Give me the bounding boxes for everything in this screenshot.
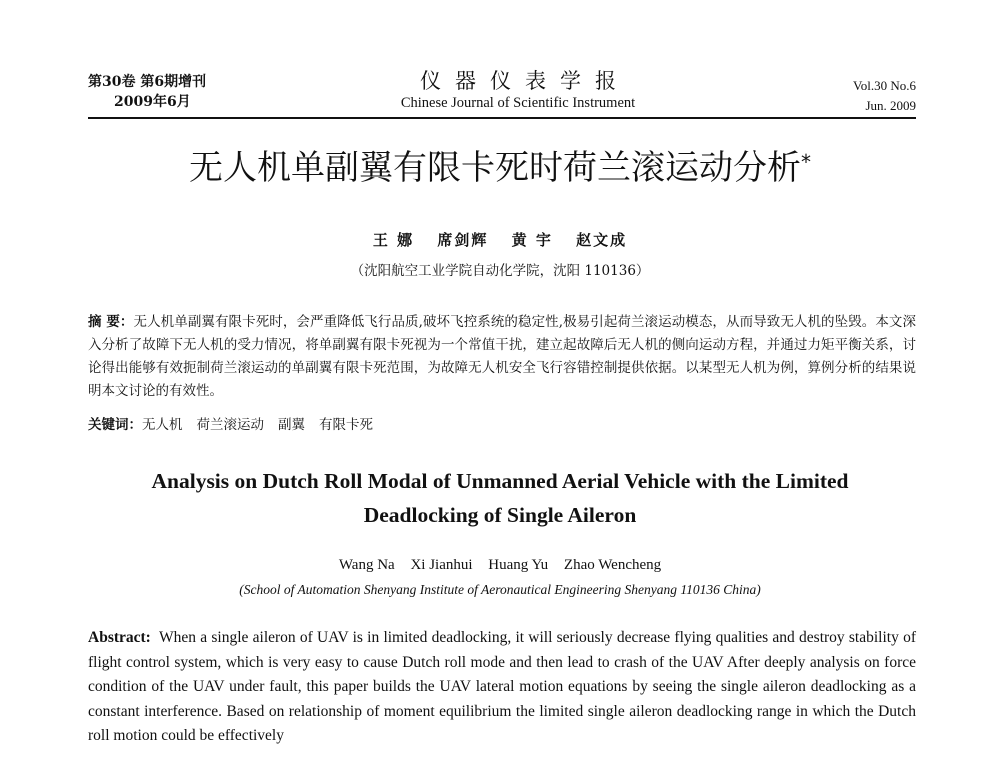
- author-cn: 席剑辉: [437, 231, 489, 249]
- paper-title-cn: [0, 146, 1000, 190]
- journal-name-en: Chinese Journal of Scientific Instrument: [400, 95, 636, 111]
- abstract-en-text: When a single aileron of UAV is in limited deadlocking, it will seriously decrease flying qualities and destroy stability of flight control system, which is very easy to cause Dutch roll mode and then lead to crash of the UAV After deeply analysis on force condition of the UAV under fault, this paper builds the UAV lateral motion equations by seeing the single aileron deadlocking as a constant interference. Based on relationship of moment equilibrium the limited single aileron deadlocking range in which the Dutch roll motion could be effectively: [88, 629, 916, 744]
- abstract-en-label: Abstract:: [88, 629, 151, 646]
- volume-issue-en: Vol.30 No.6: [853, 78, 916, 93]
- keyword-cn: 有限卡死: [319, 417, 373, 433]
- author-cn: 王 娜: [372, 231, 415, 249]
- author-en: Huang Yu: [488, 557, 549, 573]
- author-en: Xi Jianhui: [410, 557, 473, 573]
- keyword-cn: 荷兰滚运动: [196, 417, 264, 433]
- title-footnote-mark: *: [801, 150, 811, 174]
- issue-info: [88, 72, 206, 112]
- abstract-en: [88, 626, 916, 749]
- abstract-cn: [88, 311, 916, 403]
- keyword-cn: 副翼: [278, 417, 305, 433]
- header-rule: [88, 117, 916, 119]
- abstract-cn-label: 摘 要：: [88, 314, 134, 330]
- issue-info-en: [853, 76, 916, 116]
- abstract-cn-text: 无人机单副翼有限卡死时，会严重降低飞行品质,破坏飞控系统的稳定性,极易引起荷兰滚运动模态，从而导致无人机的坠毁。本文深入分析了故障下无人机的受力情况，将单副翼有限卡死视为一个常值干扰，建立起故障后无人机的侧向运动方程，并通过力矩平衡关系，讨论得出能够有效扼制荷兰滚运动的单副翼有限卡死范围，为故障无人机安全飞行容错控制提供依据。以某型无人机为例，算例分析的结果说明本文讨论的有效性。: [88, 314, 916, 399]
- title-en-line2: Deadlocking of Single Aileron: [363, 503, 637, 527]
- author-list-cn: [0, 229, 1000, 250]
- author-en: Wang Na: [338, 557, 395, 573]
- affiliation-cn: （沈阳航空工业学院自动化学院，沈阳 110136）: [350, 263, 650, 279]
- volume-issue-cn: 第30卷 第6期增刊: [88, 74, 207, 90]
- title-en-line1: Analysis on Dutch Roll Modal of Unmanned Aerial Vehicle with the Limited: [151, 469, 849, 493]
- keywords-cn-label: 关键词：: [88, 417, 142, 433]
- author-list-en: [0, 557, 1000, 574]
- keyword-cn: 无人机: [142, 417, 183, 433]
- author-cn: 赵文成: [576, 231, 628, 249]
- author-en: Zhao Wencheng: [563, 557, 662, 573]
- author-cn: 黄 宇: [511, 231, 553, 249]
- affiliation-en: (School of Automation Shenyang Institute of Aeronautical Engineering Shenyang 110136 China): [239, 582, 761, 597]
- keywords-cn: [88, 414, 916, 436]
- date-en: Jun. 2009: [865, 98, 916, 113]
- journal-name-cn: 仪器仪表学报: [420, 69, 630, 93]
- date-cn: 2009年6月: [114, 94, 191, 110]
- title-cn-text: 无人机单副翼有限卡死时荷兰滚运动分析: [189, 148, 801, 188]
- running-header: [88, 62, 916, 122]
- paper-title-en: [60, 464, 940, 532]
- journal-name: [368, 68, 668, 112]
